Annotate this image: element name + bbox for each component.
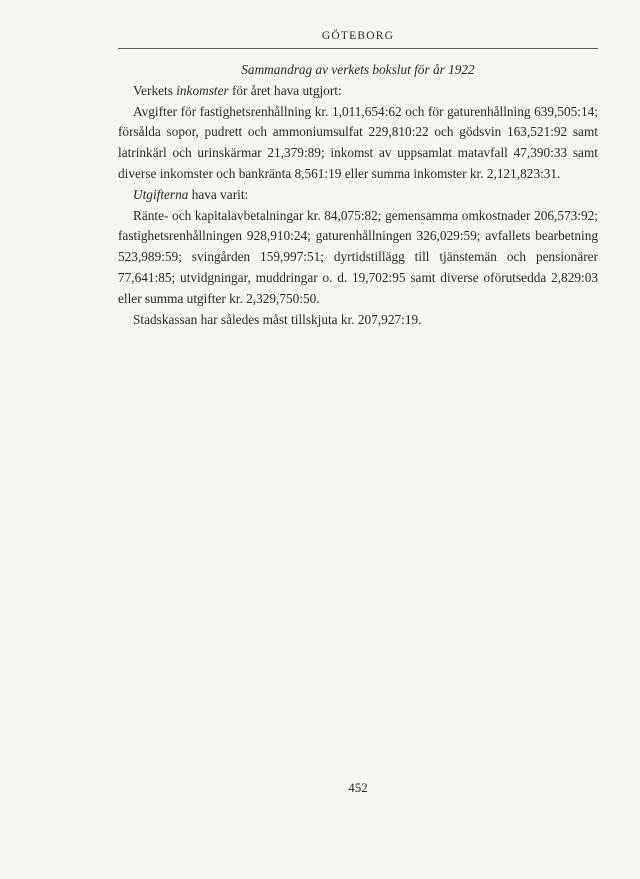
closing-paragraph: Stadskassan har således måst tillskjuta kr. 207,927:19.: [133, 311, 422, 327]
expense-intro-emphasis: Utgifterna: [133, 186, 189, 202]
section-title: Sammandrag av verkets bokslut för år 1922: [241, 62, 475, 77]
income-intro-prefix: Verkets: [133, 82, 177, 98]
income-intro-suffix: för året hava utgjort:: [228, 82, 342, 98]
running-header: GÖTEBORG: [321, 30, 395, 42]
income-intro: [118, 81, 598, 102]
income-intro-emphasis: inkomster: [176, 82, 229, 98]
expense-intro-suffix: hava varit:: [188, 186, 249, 202]
income-paragraph: Avgifter för fastighetsrenhållning kr. 1,011,654:62 och för gaturenhållning 639,505:14; försålda sopor, pudrett och ammoniumsulfat 229,810:22 och gödsvin 163,521:92 samt latrinkärl och urinskärmar 21,379:89; inkomst av uppsamlat matavfall 47,390:33 samt diverse inkomster och bankränta 8,561:19 eller summa inkomster kr. 2,121,823:31.: [118, 103, 598, 181]
header-rule: [118, 48, 598, 49]
body-text: [118, 60, 598, 330]
expense-paragraph: Ränte- och kapitalavbetalningar kr. 84,075:82; gemensamma omkostnader 206,573:92; fastighetsrenhållningen 928,910:24; gaturenhållningen 326,029:59; avfallets bearbetning 523,989:59; svingården 159,997:51; dyrtidstillägg till tjänstemän och pensionärer 77,641:85; utvidgningar, muddringar o. d. 19,702:95 samt diverse oförutsedda 2,829:03 eller summa utgifter kr. 2,329,750:50.: [118, 207, 598, 306]
page-number: 452: [348, 780, 368, 795]
expense-intro: [118, 185, 598, 206]
